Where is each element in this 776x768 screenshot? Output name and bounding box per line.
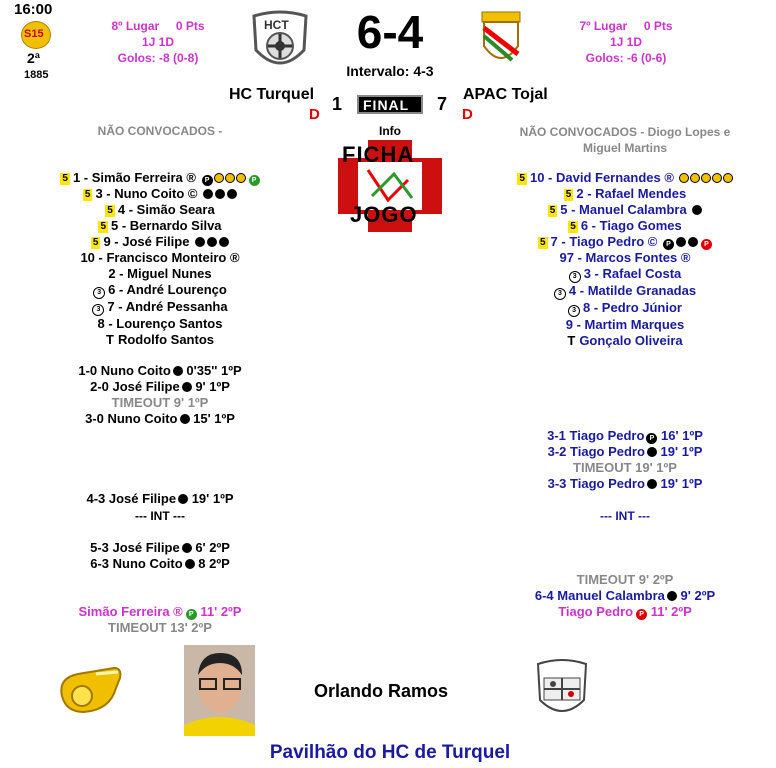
league-icon xyxy=(21,21,51,49)
event-text: 1-0 Nuno Coito xyxy=(78,363,171,378)
away-card-event xyxy=(500,604,750,620)
home-player-name: 6 - André Lourenço xyxy=(108,282,227,297)
home-player-name: 7 - André Pessanha xyxy=(107,299,228,314)
event-time: 19' 1ºP xyxy=(191,491,234,506)
home-interval: --- INT --- xyxy=(135,509,185,523)
number-3-icon: 3 xyxy=(569,271,581,283)
away-goal-event xyxy=(500,428,750,444)
event-time: 9' 1ºP xyxy=(195,379,230,394)
away-player-name: 5 - Manuel Calambra xyxy=(560,202,687,217)
away-crest-icon xyxy=(476,10,526,72)
home-player[interactable] xyxy=(40,170,280,186)
away-player-badge: 5 xyxy=(539,237,546,248)
away-fouls: 7 xyxy=(437,94,448,114)
away-player-name: 10 - David Fernandes ® xyxy=(529,170,674,185)
number-3-icon: 3 xyxy=(568,305,580,317)
ficha-top-label: FICHA xyxy=(342,142,415,167)
ball-icon xyxy=(647,479,657,489)
ball-icon xyxy=(185,559,195,569)
referee-portrait-icon xyxy=(184,645,255,736)
home-player-name: 10 - Francisco Monteiro ® xyxy=(80,250,240,265)
home-player[interactable] xyxy=(40,186,280,202)
ball-icon xyxy=(178,494,188,504)
away-logo[interactable] xyxy=(476,10,526,72)
number-3-icon: 3 xyxy=(554,288,566,300)
home-coach[interactable] xyxy=(40,332,280,348)
foul-icon xyxy=(195,237,205,247)
event-text: 5-3 José Filipe xyxy=(90,540,180,555)
foul-icon xyxy=(215,189,225,199)
away-stats xyxy=(566,18,686,66)
yellow-foul-icon xyxy=(214,173,224,183)
foul-icon xyxy=(219,237,229,247)
away-player-name: 9 - Martim Marques xyxy=(565,317,685,332)
foul-icon xyxy=(692,205,702,215)
away-player-name: 4 - Matilde Granadas xyxy=(568,283,697,298)
ball-icon xyxy=(180,414,190,424)
home-result: D xyxy=(309,106,320,123)
away-coach-name: Gonçalo Oliveira xyxy=(579,333,683,348)
venue[interactable]: Pavilhão do HC de Turquel xyxy=(269,742,511,763)
event-text: 3-2 Tiago Pedro xyxy=(547,444,645,459)
home-player-badge: 5 xyxy=(92,237,99,248)
ball-icon xyxy=(667,591,677,601)
home-player-badge: 5 xyxy=(84,189,91,200)
home-player[interactable] xyxy=(40,234,280,250)
away-goal-event xyxy=(500,476,750,492)
event-time: 11' 2ºP xyxy=(200,604,242,619)
ficha-bottom-label: JOGO xyxy=(350,202,418,227)
away-player-name: 7 - Tiago Pedro © xyxy=(550,234,658,249)
home-player-name: 5 - Bernardo Silva xyxy=(111,218,222,233)
home-rank: 8º Lugar xyxy=(111,19,160,33)
event-time: 0'35'' 1ºP xyxy=(186,363,242,378)
home-timeout-event: TIMEOUT 9' 1ºP xyxy=(111,395,209,410)
away-goal-event xyxy=(500,444,750,460)
home-timeout-event: TIMEOUT 13' 2ºP xyxy=(108,620,212,635)
home-card-event xyxy=(40,604,280,620)
away-player[interactable] xyxy=(500,317,750,333)
event-time: 8 2ºP xyxy=(198,556,230,571)
whistle-icon xyxy=(56,660,126,716)
home-player[interactable] xyxy=(40,299,280,316)
home-player-name: 2 - Miguel Nunes xyxy=(108,266,212,281)
red-card-icon: P xyxy=(636,609,647,620)
ficha-jogo-button[interactable] xyxy=(338,140,442,232)
score: 6-4 xyxy=(356,6,424,58)
away-player[interactable] xyxy=(500,266,750,283)
home-logo[interactable] xyxy=(250,10,310,74)
event-text: 6-3 Nuno Coito xyxy=(90,556,183,571)
away-player[interactable] xyxy=(500,202,750,218)
home-player[interactable] xyxy=(40,202,280,218)
away-player[interactable] xyxy=(500,218,750,234)
away-record: 1J 1D xyxy=(609,35,643,49)
home-player-name: 1 - Simão Ferreira ® xyxy=(72,170,196,185)
association-crest-icon xyxy=(534,656,590,722)
home-goal-event xyxy=(40,411,280,427)
away-player-badge: 5 xyxy=(519,173,525,184)
home-player-badge: 5 xyxy=(100,221,106,232)
away-interval: --- INT --- xyxy=(600,509,650,523)
event-text: 3-3 Tiago Pedro xyxy=(547,476,645,491)
away-goals: Golos: -6 (0-6) xyxy=(585,51,667,65)
event-time: 16' 1ºP xyxy=(661,428,703,443)
green-card-icon: P xyxy=(249,175,260,186)
ball-icon xyxy=(182,543,192,553)
home-goal-event xyxy=(40,556,280,572)
away-player[interactable] xyxy=(500,234,750,250)
event-time: 9' 2ºP xyxy=(680,588,716,603)
referee-name[interactable]: Orlando Ramos xyxy=(314,681,449,701)
away-player-badge: 5 xyxy=(549,205,556,216)
home-player-name: 8 - Lourenço Santos xyxy=(97,316,223,331)
match-time: 16:00 xyxy=(14,1,53,18)
away-result: D xyxy=(462,106,473,123)
event-time: 11' 2ºP xyxy=(650,604,692,619)
ball-icon xyxy=(173,366,183,376)
yellow-foul-icon xyxy=(690,173,700,183)
event-time: 6' 2ºP xyxy=(195,540,230,555)
ball-icon xyxy=(182,382,192,392)
away-player-name: 2 - Rafael Mendes xyxy=(576,186,687,201)
green-card-icon: P xyxy=(186,609,197,620)
away-player[interactable] xyxy=(500,186,750,202)
home-player[interactable] xyxy=(40,316,280,332)
final-label: FINAL xyxy=(363,97,410,113)
number-3-icon: 3 xyxy=(93,287,105,299)
foul-icon xyxy=(688,237,698,247)
event-text: 4-3 José Filipe xyxy=(86,491,177,506)
penalty-icon: P xyxy=(202,175,213,186)
event-text: 2-0 José Filipe xyxy=(90,379,180,394)
home-not-called: NÃO CONVOCADOS - xyxy=(97,124,223,138)
penalty-icon: P xyxy=(663,239,674,250)
away-player-name: 3 - Rafael Costa xyxy=(583,266,682,281)
event-text: 3-1 Tiago Pedro xyxy=(547,428,645,443)
event-time: 19' 1ºP xyxy=(660,444,703,459)
home-goal-event xyxy=(40,379,280,395)
home-team-name[interactable]: HC Turquel xyxy=(229,86,315,103)
home-goals: Golos: -8 (0-8) xyxy=(117,51,199,65)
home-goal-event xyxy=(40,540,280,556)
event-text: 6-4 Manuel Calambra xyxy=(534,588,665,603)
yellow-foul-icon xyxy=(225,173,235,183)
event-text: 3-0 Nuno Coito xyxy=(85,411,178,426)
away-player[interactable] xyxy=(500,170,750,186)
home-player[interactable] xyxy=(40,218,280,234)
foul-icon xyxy=(203,189,213,199)
league-icon-label: S15 xyxy=(24,28,44,40)
event-time: 19' 1ºP xyxy=(660,476,703,491)
home-goal-event xyxy=(40,363,280,379)
event-text: Tiago Pedro xyxy=(558,604,634,619)
away-player-name: 97 - Marcos Fontes ® xyxy=(559,250,691,265)
event-time: 15' 1ºP xyxy=(193,411,235,426)
yellow-foul-icon xyxy=(236,173,246,183)
foul-icon xyxy=(207,237,217,247)
round-label: 2ª xyxy=(27,50,40,66)
home-player-badge: 5 xyxy=(62,173,68,184)
match-code: 1885 xyxy=(24,69,49,81)
away-team-name[interactable]: APAC Tojal xyxy=(463,86,548,103)
away-timeout-event: TIMEOUT 19' 1ºP xyxy=(573,460,677,475)
number-3-icon: 3 xyxy=(92,304,104,316)
home-player-name: 9 - José Filipe xyxy=(103,234,190,249)
yellow-foul-icon xyxy=(701,173,711,183)
yellow-foul-icon xyxy=(679,173,689,183)
home-fouls: 1 xyxy=(332,94,343,114)
away-roster xyxy=(500,170,750,349)
away-player[interactable] xyxy=(500,250,750,266)
coach-icon: T xyxy=(106,332,114,347)
away-goal-event xyxy=(500,588,750,604)
home-goal-event xyxy=(40,491,280,507)
final-badge xyxy=(357,95,423,114)
home-player[interactable] xyxy=(40,266,280,282)
info-link[interactable]: Info xyxy=(379,124,401,138)
penalty-icon: P xyxy=(646,433,657,444)
away-rank: 7º Lugar xyxy=(579,19,628,33)
home-record: 1J 1D xyxy=(141,35,175,49)
coach-icon: T xyxy=(567,333,576,348)
away-coach[interactable] xyxy=(500,333,750,349)
away-not-called: NÃO CONVOCADOS - Diogo Lopes e Miguel Martins xyxy=(519,125,731,155)
home-stats xyxy=(98,18,218,66)
ball-icon xyxy=(647,447,657,457)
home-coach-name: Rodolfo Santos xyxy=(117,332,214,347)
yellow-foul-icon xyxy=(712,173,722,183)
away-player-badge: 5 xyxy=(565,189,572,200)
home-player-badge: 5 xyxy=(107,205,113,216)
yellow-foul-icon xyxy=(723,173,733,183)
home-player-name: 3 - Nuno Coito © xyxy=(95,186,198,201)
foul-icon xyxy=(227,189,237,199)
red-card-icon: P xyxy=(701,239,712,250)
away-timeout-event: TIMEOUT 9' 2ºP xyxy=(576,572,674,587)
home-pts: 0 Pts xyxy=(175,19,205,33)
home-player[interactable] xyxy=(40,250,280,266)
home-player-name: 4 - Simão Seara xyxy=(117,202,215,217)
event-text: Simão Ferreira ® xyxy=(78,604,183,619)
away-pts: 0 Pts xyxy=(643,19,673,33)
away-player-name: 6 - Tiago Gomes xyxy=(580,218,682,233)
away-player-name: 8 - Pedro Júnior xyxy=(583,300,682,315)
away-player[interactable] xyxy=(500,300,750,317)
foul-icon xyxy=(676,237,686,247)
home-player[interactable] xyxy=(40,282,280,299)
home-logo-text: HCT xyxy=(264,18,289,32)
away-player[interactable] xyxy=(500,283,750,300)
home-roster xyxy=(40,170,280,348)
referee-photo xyxy=(184,645,255,736)
halftime-score: Intervalo: 4-3 xyxy=(346,63,434,79)
away-player-badge: 5 xyxy=(570,221,576,232)
